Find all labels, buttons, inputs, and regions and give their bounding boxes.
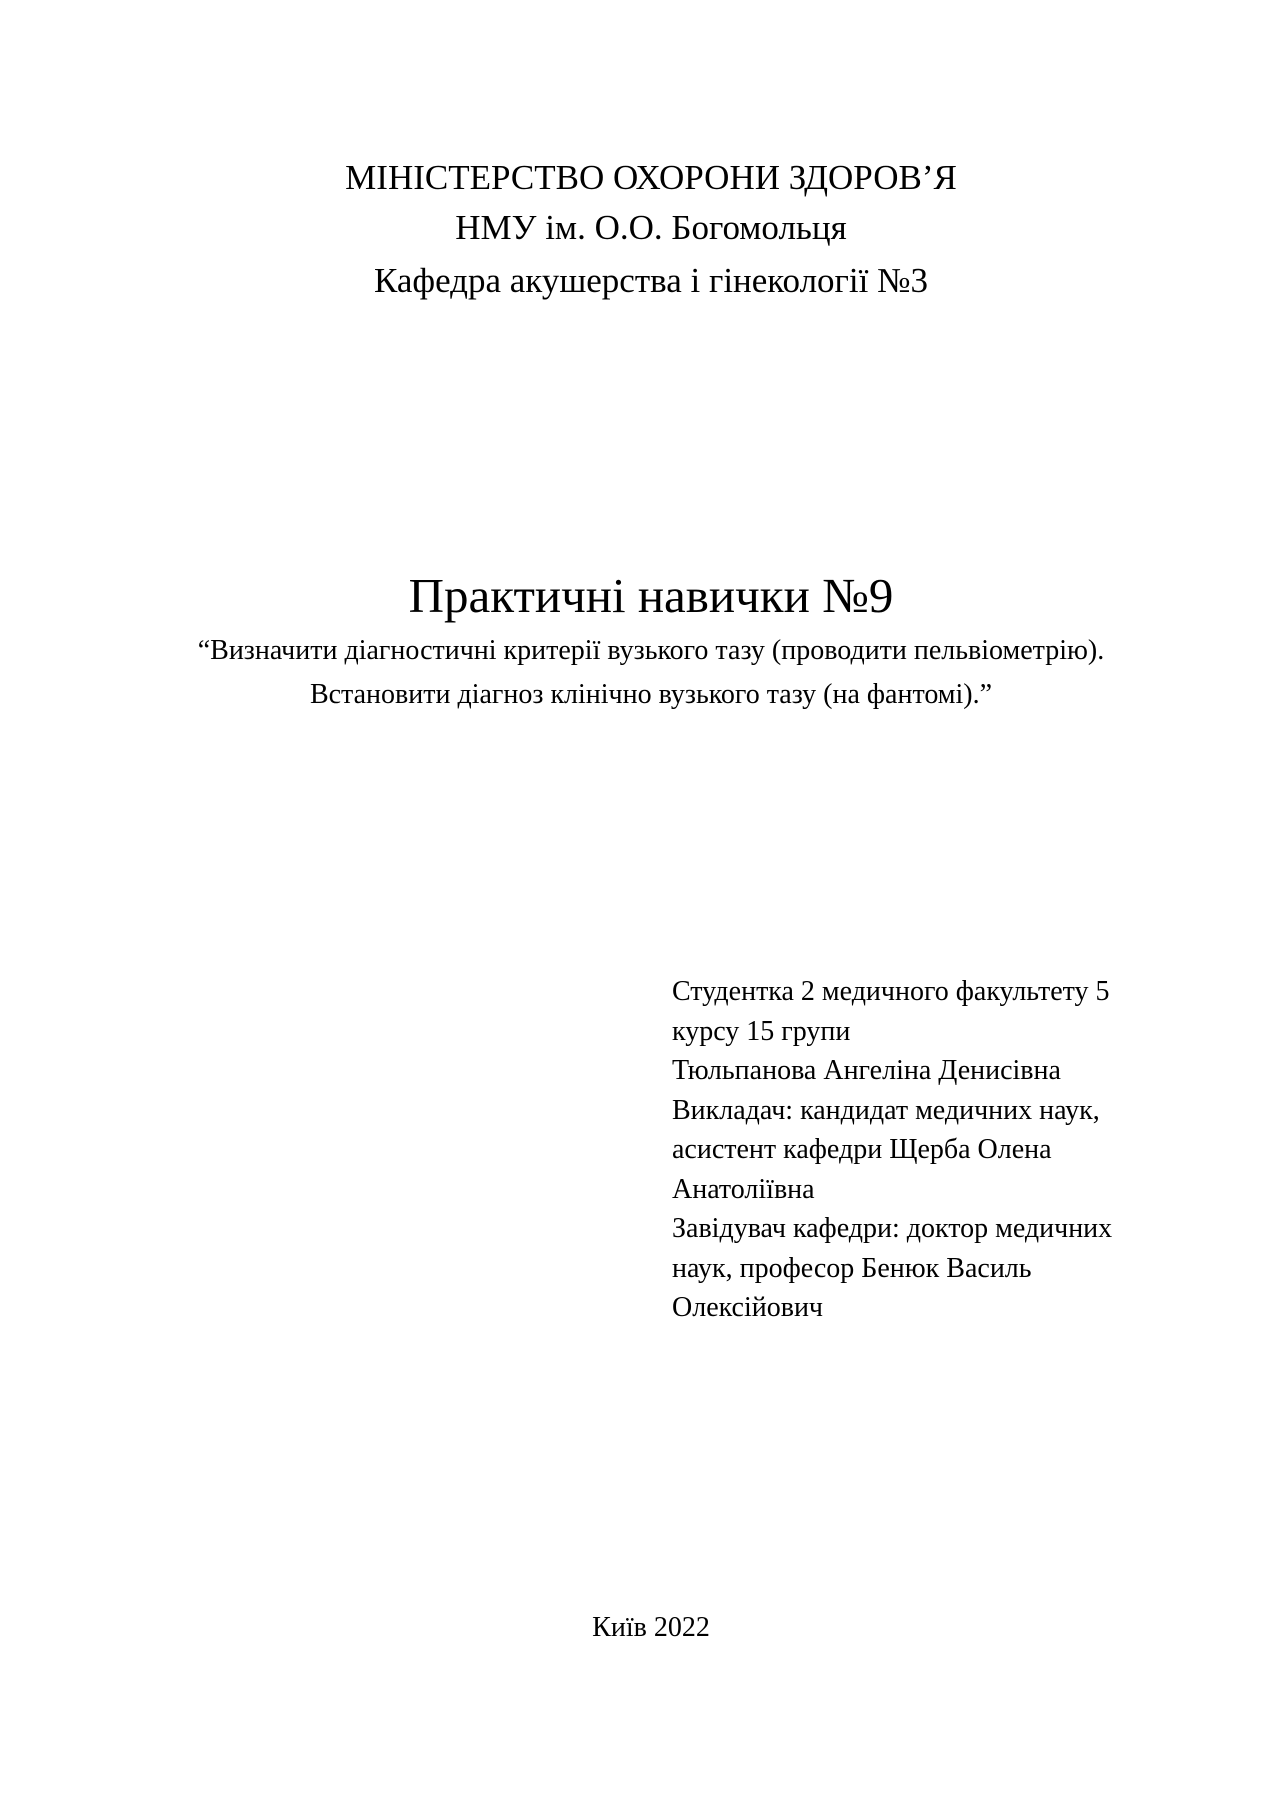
- info-line: Студентка 2 медичного факультету 5: [672, 976, 1110, 1007]
- info-line: Завідувач кафедри: доктор медичних: [672, 1213, 1113, 1244]
- info-line: Викладач: кандидат медичних наук,: [672, 1094, 1100, 1126]
- university-name: НМУ ім. О.О. Богомольця: [455, 208, 847, 247]
- city-year: Київ 2022: [592, 1612, 710, 1643]
- topic-line-2: Встановити діагноз клінічно вузького тазу (на фантомі).”: [309, 679, 993, 710]
- info-line: Анатоліївна: [672, 1173, 815, 1205]
- info-line: Тюльпанова Ангеліна Денисівна: [672, 1055, 1061, 1086]
- info-line: курсу 15 групи: [672, 1015, 851, 1047]
- info-line: Олексійович: [672, 1292, 824, 1323]
- department-name: Кафедра акушерства і гінекології №3: [374, 261, 928, 300]
- document-title: Практичні навички №9: [408, 568, 894, 623]
- info-line: асистент кафедри Щерба Олена: [672, 1134, 1052, 1165]
- topic-line-1: “Визначити діагностичні критерії вузького тазу (проводити пельвіометрію).: [197, 635, 1105, 666]
- ministry-name: МІНІСТЕРСТВО ОХОРОНИ ЗДОРОВ’Я: [345, 158, 957, 197]
- author-info-block: [672, 972, 1172, 1328]
- info-line: наук, професор Бенюк Василь: [672, 1252, 1032, 1284]
